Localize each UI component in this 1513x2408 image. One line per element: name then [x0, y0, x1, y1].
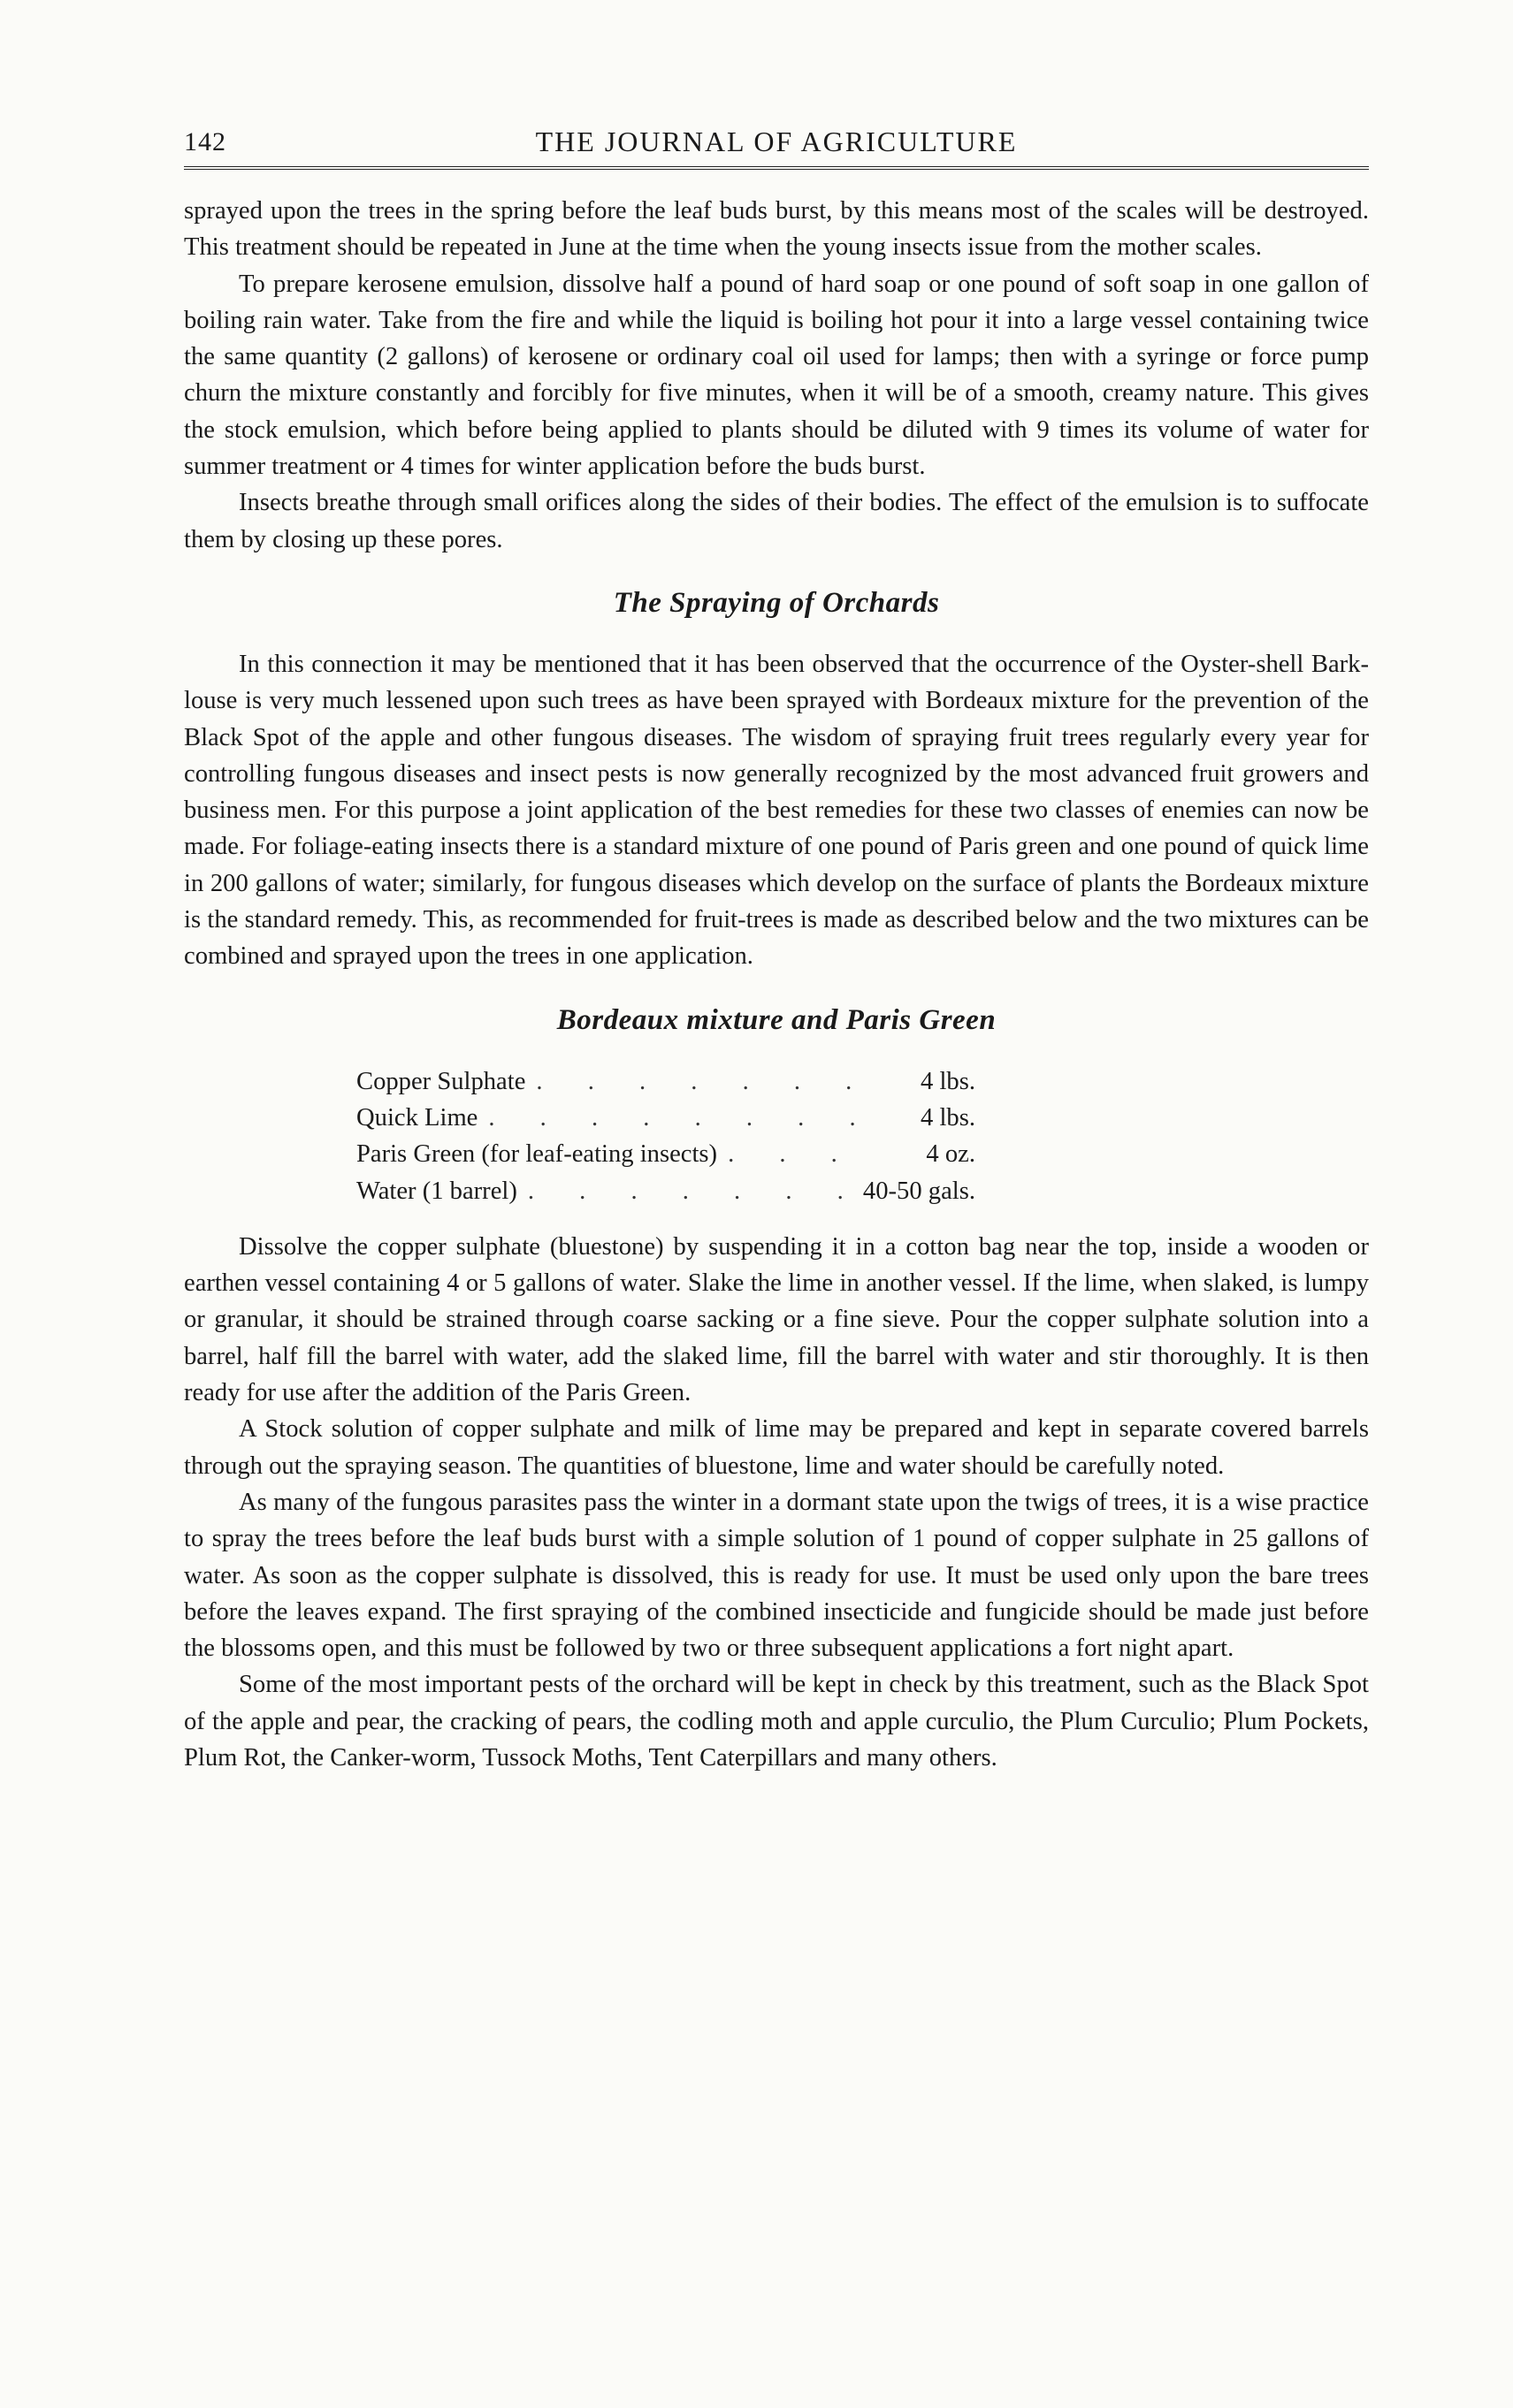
recipe-row — [356, 1063, 975, 1100]
paragraph: Insects breathe through small orifices along the sides of their bodies. The effect of the emulsion is to suffocate them by closing up these pores. — [184, 489, 1369, 553]
running-head — [184, 124, 1369, 170]
intro-text — [184, 193, 1369, 558]
section-spraying-orchards — [184, 646, 1369, 975]
recipe-row — [356, 1173, 975, 1209]
ingredient-name: Water (1 barrel) — [356, 1177, 517, 1205]
section-heading-spraying-orchards: The Spraying of Orchards — [613, 586, 940, 619]
leader-dots — [717, 1136, 878, 1172]
ingredient-quantity: 4 lbs. — [921, 1067, 975, 1095]
section-bordeaux-mixture — [184, 1229, 1369, 1776]
paragraph: In this connection it may be mentioned that it has been observed that the occurrence of the Oyster-shell Bark-louse is very much lessened upon such trees as have been sprayed with Bordeaux mixture for the prevention of the Black Spot of the apple and other fungous diseases. The wisdom of spraying fruit trees regularly every year for controlling fungous diseases and insect pests is now generally recognized by the most advanced fruit growers and business men. For this purpose a joint application of the best remedies for these two classes of enemies can now be made. For foliage-eating insects there is a standard mixture of one pound of Paris green and one pound of quick lime in 200 gallons of water; similarly, for fungous diseases which develop on the surface of plants the Bordeaux mixture is the standard remedy. This, as recommended for fruit-trees is made as described below and the two mixtures can be combined and sprayed upon the trees in one application. — [184, 650, 1369, 971]
ingredient-quantity: 4 lbs. — [921, 1103, 975, 1132]
leader-dots — [525, 1063, 878, 1100]
ingredient-name: Paris Green (for leaf-eating insects) — [356, 1140, 718, 1169]
paragraph: A Stock solution of copper sulphate and milk of lime may be prepared and kept in separate covered barrels through out the spraying season. The quantities of bluestone, lime and water should be carefully noted. — [184, 1415, 1369, 1480]
ingredient-name: Quick Lime — [356, 1103, 478, 1132]
paragraph: To prepare kerosene emulsion, dissolve half a pound of hard soap or one pound of soft soap in one gallon of boiling rain water. Take from the fire and while the liquid is boiling hot pour it into a large vessel containing twice the same quantity (2 gallons) of kerosene or ordinary coal oil used for lamps; then with a syringe or force pump churn the mixture constantly and forcibly for five minutes, when it will be of a smooth, creamy nature. This gives the stock emulsion, which before being applied to plants should be diluted with 9 times its volume of water for summer treatment or 4 times for winter application before the buds burst. — [184, 270, 1369, 481]
recipe-table — [356, 1063, 975, 1209]
ingredient-quantity: 4 oz. — [926, 1140, 975, 1169]
journal-page — [184, 124, 1369, 1776]
page-number: 142 — [184, 127, 226, 156]
leader-dots — [478, 1100, 878, 1136]
recipe-row — [356, 1136, 975, 1172]
journal-title: THE JOURNAL OF AGRICULTURE — [535, 126, 1018, 157]
ingredient-quantity: 40-50 gals. — [862, 1177, 975, 1205]
leader-dots — [517, 1173, 863, 1209]
paragraph: Some of the most important pests of the orchard will be kept in check by this treatment, such as the Black Spot of the apple and pear, the cracking of pears, the codling moth and apple curculio, the Plum Curculio; Plum Pockets, Plum Rot, the Canker-worm, Tussock Moths, Tent Caterpillars and many others. — [184, 1671, 1369, 1772]
paragraph: As many of the fungous parasites pass the winter in a dormant state upon the twigs of trees, it is a wise practice to spray the trees before the leaf buds burst with a simple solution of 1 pound of copper sulphate in 25 gallons of water. As soon as the copper sulphate is dissolved, this is ready for use. It must be used only upon the bare trees before the leaves expand. The first spraying of the combined insecticide and fungicide should be made just before the blossoms open, and this must be followed by two or three subsequent applications a fort night apart. — [184, 1488, 1369, 1663]
recipe-row — [356, 1100, 975, 1136]
section-heading-bordeaux-mixture: Bordeaux mixture and Paris Green — [556, 1003, 997, 1036]
ingredient-name: Copper Sulphate — [356, 1067, 526, 1095]
paragraph: Dissolve the copper sulphate (bluestone) by suspending it in a cotton bag near the top, inside a wooden or earthen vessel containing 4 or 5 gallons of water. Slake the lime in another vessel. If the lime, when slaked, is lumpy or granular, it should be strained through coarse sacking or a fine sieve. Pour the copper sulphate solution into a barrel, half fill the barrel with water, add the slaked lime, fill the barrel with water and stir thoroughly. It is then ready for use after the addition of the Paris Green. — [184, 1232, 1369, 1407]
paragraph: sprayed upon the trees in the spring before the leaf buds burst, by this means most of the scales will be destroyed. This treatment should be repeated in June at the time when the young insects issue from the mother scales. — [184, 197, 1369, 262]
